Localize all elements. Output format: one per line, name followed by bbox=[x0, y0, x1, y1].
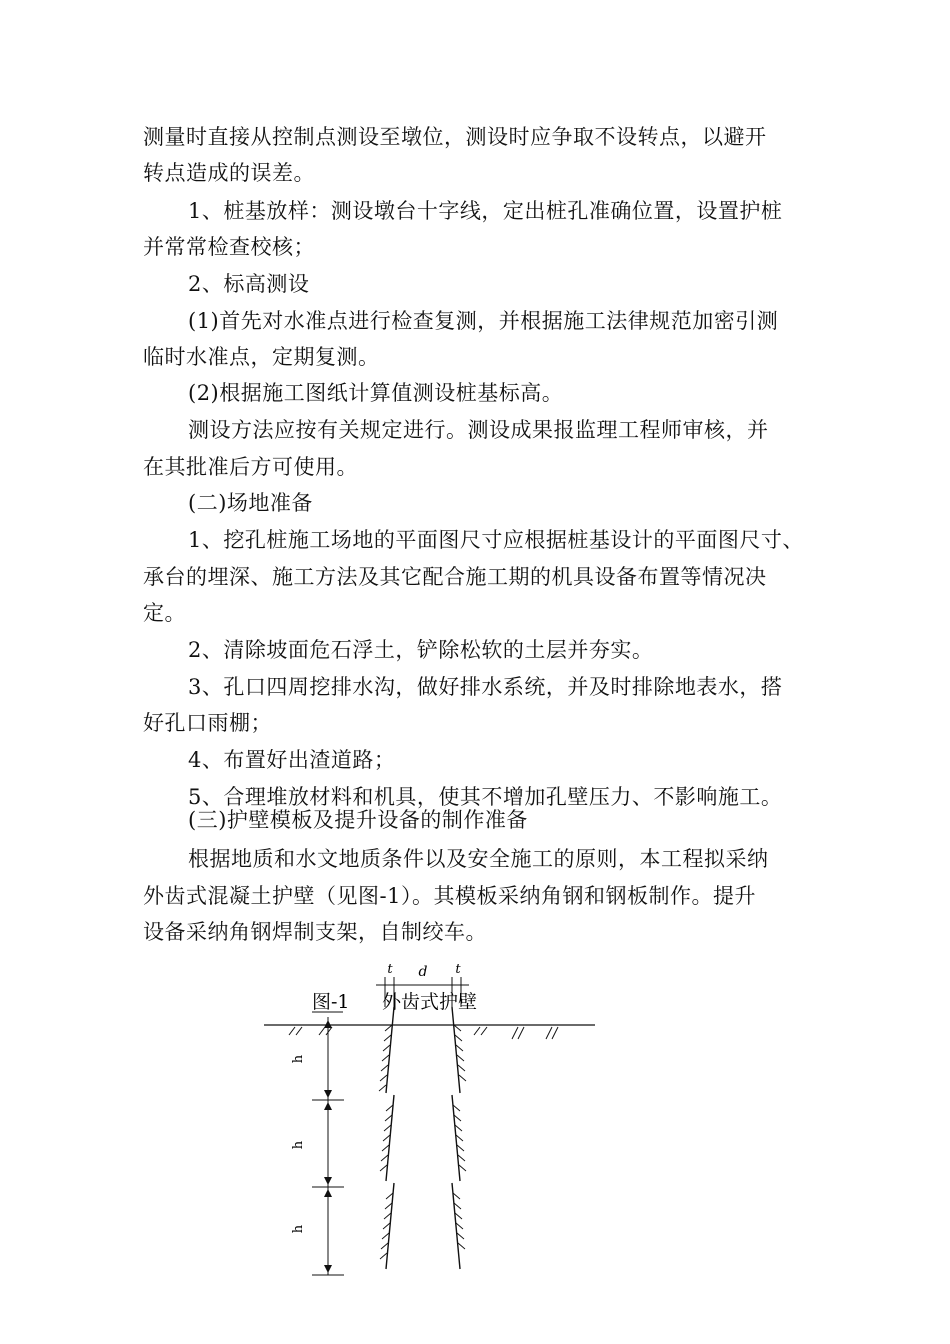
paragraph-line: 转点造成的误差。 bbox=[143, 161, 315, 185]
paragraph-line: 5、合理堆放材料和机具，使其不增加孔壁压力、不影响施工。 bbox=[188, 785, 783, 809]
paragraph-line: 设备采纳角钢焊制支架，自制绞车。 bbox=[143, 920, 487, 944]
paragraph-line: 1、桩基放样：测设墩台十字线，定出桩孔准确位置，设置护桩 bbox=[188, 199, 783, 223]
height-dimension bbox=[312, 1017, 344, 1275]
paragraph-line: 好孔口雨棚； bbox=[143, 711, 272, 735]
label-t-right: t bbox=[455, 962, 461, 977]
section-heading: (三)护壁模板及提升设备的制作准备 bbox=[188, 808, 528, 832]
figure-outer-tooth-retaining-wall bbox=[240, 955, 620, 1285]
paragraph-line: 根据地质和水文地质条件以及安全施工的原则，本工程拟采纳 bbox=[188, 847, 769, 871]
paragraph-line: 2、清除坡面危石浮土，铲除松软的土层并夯实。 bbox=[188, 638, 654, 662]
label-d: d bbox=[418, 964, 428, 980]
paragraph-line: 1、挖孔桩施工场地的平面图尺寸应根据桩基设计的平面图尺寸、 bbox=[188, 528, 804, 552]
label-h-1: h bbox=[291, 1054, 306, 1064]
left-wall bbox=[386, 1007, 394, 1269]
left-wall-hatch bbox=[379, 1025, 393, 1259]
section-heading: (二)场地准备 bbox=[188, 491, 313, 515]
paragraph-line: 在其批准后方可使用。 bbox=[143, 455, 358, 479]
ground-hatch bbox=[289, 1027, 558, 1039]
paragraph-line: 4、布置好出渣道路； bbox=[188, 748, 396, 772]
paragraph-line: 临时水准点，定期复测。 bbox=[143, 345, 380, 369]
section-heading: 2、标高测设 bbox=[188, 272, 310, 296]
label-t-left: t bbox=[387, 962, 393, 977]
paragraph-line: 测设方法应按有关规定进行。测设成果报监理工程师审核，并 bbox=[188, 418, 769, 442]
paragraph-line: 外齿式混凝土护壁（见图-1）。其模板采纳角钢和钢板制作。提升 bbox=[143, 884, 756, 908]
right-wall bbox=[452, 1007, 460, 1269]
retaining-wall-diagram bbox=[240, 955, 620, 1285]
label-h-2: h bbox=[291, 1140, 306, 1150]
paragraph-line: (1)首先对水准点进行检查复测，并根据施工法律规范加密引测 bbox=[188, 309, 779, 333]
label-h-3: h bbox=[291, 1224, 306, 1234]
paragraph-line: (2)根据施工图纸计算值测设桩基标高。 bbox=[188, 381, 564, 405]
figure-number: 图-1 bbox=[312, 991, 350, 1013]
paragraph-line: 并常常检查校核； bbox=[143, 235, 315, 259]
paragraph-line: 3、孔口四周挖排水沟，做好排水系统，并及时排除地表水，搭 bbox=[188, 675, 783, 699]
paragraph-line: 承台的埋深、施工方法及其它配合施工期的机具设备布置等情况决 bbox=[143, 565, 767, 589]
paragraph-line: 定。 bbox=[143, 601, 186, 625]
figure-title: 外齿式护壁 bbox=[382, 991, 478, 1013]
paragraph-line: 测量时直接从控制点测设至墩位，测设时应争取不设转点，以避开 bbox=[143, 125, 767, 149]
